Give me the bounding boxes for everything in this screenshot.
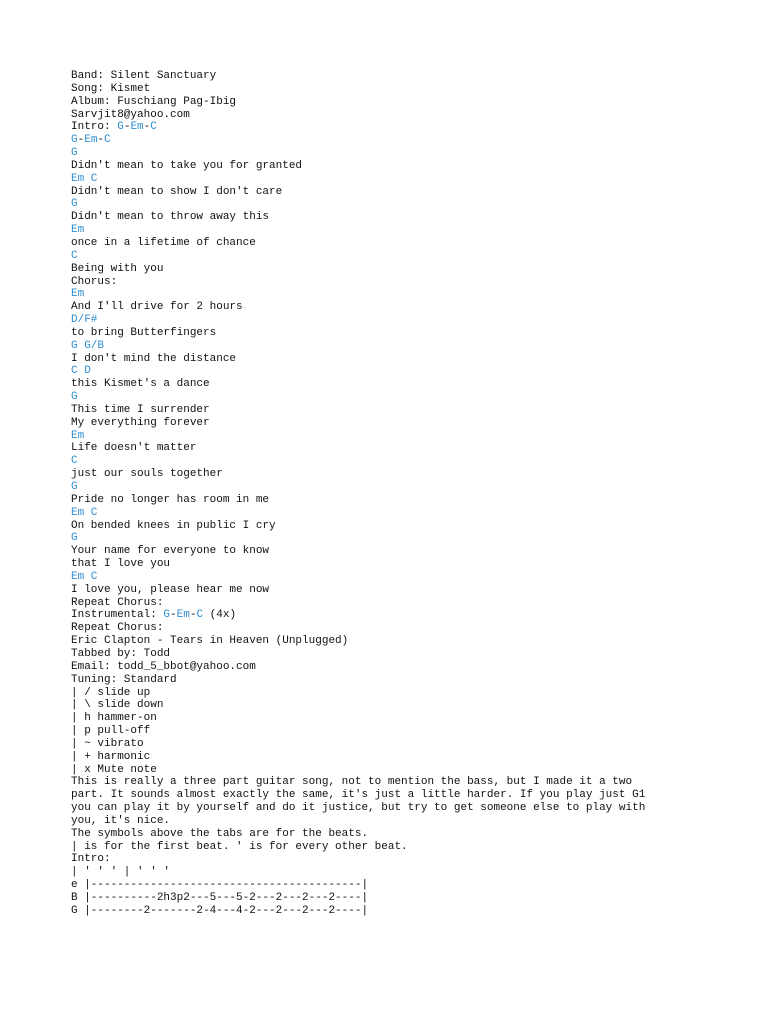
chord-label: G [71, 198, 78, 211]
chord-line [71, 147, 761, 160]
text-segment: Didn't mean to show I don't care [71, 185, 283, 198]
text-segment: The symbols above the tabs are for the beats. [71, 827, 369, 840]
lyric-line [71, 160, 761, 173]
lyric-line [71, 905, 761, 918]
chord-label: C [196, 609, 204, 622]
text-segment: Repeat Chorus: [71, 596, 164, 609]
chord-label: D/F# [71, 314, 98, 327]
lyric-line [71, 442, 761, 455]
chord-label: Em C [71, 506, 98, 519]
chord-label: G [71, 391, 78, 404]
lyric-line [71, 417, 761, 430]
lyric-line [71, 738, 761, 751]
text-segment: Being with you [71, 262, 164, 275]
text-segment: Didn't mean to take you for granted [71, 159, 303, 172]
text-segment: On bended knees in public I cry [71, 519, 276, 532]
chord-line [71, 571, 761, 584]
chord-line [71, 288, 761, 301]
text-segment: Pride no longer has room in me [71, 493, 270, 506]
lyric-line [71, 776, 761, 789]
chord-label: Em [84, 134, 98, 147]
text-segment: Instrumental: [71, 609, 164, 622]
text-segment: | + harmonic [71, 750, 151, 763]
lyric-line [71, 661, 761, 674]
lyric-line [71, 468, 761, 481]
text-segment: | p pull-off [71, 725, 151, 738]
text-segment: Intro: [71, 853, 111, 866]
chord-line [71, 198, 761, 211]
chord-label: C [71, 455, 78, 468]
lyric-line [71, 879, 761, 892]
text-segment: Didn't mean to throw away this [71, 211, 270, 224]
lyric-line [71, 276, 761, 289]
lyric-line [71, 853, 761, 866]
lyric-line [71, 802, 761, 815]
lyric-line [71, 712, 761, 725]
lyric-line [71, 815, 761, 828]
lyric-line [71, 764, 761, 777]
chord-line [71, 340, 761, 353]
text-segment: Intro: [71, 121, 118, 134]
song-document [71, 70, 761, 918]
chord-label: Em [71, 429, 85, 442]
chord-label: G [71, 134, 78, 147]
text-segment: | ' ' ' | ' ' ' [71, 866, 171, 879]
text-segment: - [97, 134, 105, 147]
text-segment: this Kismet's a dance [71, 378, 210, 391]
lyric-line [71, 622, 761, 635]
text-segment: I love you, please hear me now [71, 583, 270, 596]
text-segment: you, it's nice. [71, 814, 171, 827]
text-segment: Song: Kismet [71, 82, 151, 95]
chord-label: C [104, 134, 111, 147]
lyric-line [71, 545, 761, 558]
lyric-line [71, 327, 761, 340]
lyric-line [71, 378, 761, 391]
lyric-line [71, 558, 761, 571]
text-segment: This time I surrender [71, 403, 210, 416]
chord-label: G [71, 532, 78, 545]
lyric-line [71, 584, 761, 597]
lyric-line [71, 687, 761, 700]
chord-line [71, 365, 761, 378]
text-segment: | is for the first beat. ' is for every other beat. [71, 840, 408, 853]
chord-line [71, 250, 761, 263]
chord-label: G [163, 609, 171, 622]
lyric-line [71, 841, 761, 854]
lyric-line [71, 301, 761, 314]
text-segment: - [170, 609, 177, 622]
text-segment: - [143, 121, 151, 134]
text-segment: Album: Fuschiang Pag-Ibig [71, 95, 237, 108]
chord-line [71, 391, 761, 404]
chord-line [71, 481, 761, 494]
lyric-line [71, 83, 761, 96]
lyric-line [71, 109, 761, 122]
text-segment: Email: todd_5_bbot@yahoo.com [71, 660, 256, 673]
text-segment: Band: Silent Sanctuary [71, 70, 217, 82]
lyric-line [71, 263, 761, 276]
lyric-line [71, 211, 761, 224]
text-segment: | h hammer-on [71, 712, 157, 725]
chord-label: C [150, 121, 157, 134]
lyric-line [71, 186, 761, 199]
chord-label: C D [71, 365, 91, 378]
text-segment: Life doesn't matter [71, 442, 197, 455]
text-segment: | \ slide down [71, 699, 164, 712]
text-segment: B |----------2h3p2---5---5-2---2---2---2----| [71, 892, 369, 904]
text-segment: | x Mute note [71, 763, 157, 776]
chord-label: G [71, 481, 78, 493]
text-segment: Your name for everyone to know [71, 545, 270, 558]
chord-line [71, 224, 761, 237]
text-segment: Eric Clapton - Tears in Heaven (Unplugged) [71, 635, 349, 648]
lyric-line [71, 353, 761, 366]
lyric-line [71, 96, 761, 109]
text-segment: Chorus: [71, 275, 118, 288]
lyric-line [71, 494, 761, 507]
text-segment: Tuning: Standard [71, 673, 177, 686]
lyric-line [71, 699, 761, 712]
chord-label: G [117, 121, 124, 134]
text-segment: (4x) [203, 609, 237, 622]
chord-label: Em [130, 121, 144, 134]
chord-line [71, 532, 761, 545]
lyric-line [71, 635, 761, 648]
lyric-line [71, 828, 761, 841]
lyric-line [71, 520, 761, 533]
lyric-line [71, 866, 761, 879]
text-segment: Tabbed by: Todd [71, 647, 171, 660]
chord-label: Em C [71, 172, 98, 185]
chord-label: Em C [71, 570, 98, 583]
chord-label: Em [71, 288, 85, 301]
chord-label: C [71, 249, 78, 262]
chord-label: G [71, 147, 78, 160]
chord-label: G G/B [71, 339, 105, 352]
chord-line [71, 314, 761, 327]
chord-line [71, 455, 761, 468]
lyric-line [71, 597, 761, 610]
lyric-line [71, 751, 761, 764]
text-segment: And I'll drive for 2 hours [71, 301, 243, 314]
lyric-line [71, 404, 761, 417]
text-segment: e |-----------------------------------------| [71, 879, 369, 892]
text-segment: once in a lifetime of chance [71, 236, 256, 249]
text-segment: Sarvjit8@yahoo.com [71, 108, 190, 121]
chord-line [71, 507, 761, 520]
text-segment: just our souls together [71, 468, 223, 481]
text-segment: | ~ vibrato [71, 737, 144, 750]
lyric-line [71, 609, 761, 622]
text-segment: G |--------2-------2-4---4-2---2---2---2----| [71, 904, 369, 917]
text-segment: Repeat Chorus: [71, 622, 164, 635]
lyric-line [71, 789, 761, 802]
lyric-line [71, 648, 761, 661]
text-segment: - [123, 121, 131, 134]
text-segment: This is really a three part guitar song, not to mention the bass, but I made it a two [71, 776, 633, 789]
lyric-line [71, 237, 761, 250]
text-segment: to bring Butterfingers [71, 326, 217, 339]
text-segment: part. It sounds almost exactly the same, it's just a little harder. If you play just G1 [71, 789, 646, 802]
chord-line [71, 173, 761, 186]
text-segment: - [189, 609, 197, 622]
text-segment: that I love you [71, 558, 171, 571]
text-segment: My everything forever [71, 416, 210, 429]
text-segment: you can play it by yourself and do it justice, but try to get someone else to play with [71, 802, 646, 815]
text-segment: I don't mind the distance [71, 352, 237, 365]
lyric-line [71, 121, 761, 134]
chord-label: Em [71, 224, 85, 237]
lyric-line [71, 674, 761, 687]
lyric-line [71, 725, 761, 738]
lyric-line [71, 134, 761, 147]
lyric-line [71, 70, 761, 83]
text-segment: | / slide up [71, 686, 151, 699]
chord-label: Em [176, 609, 190, 622]
chord-line [71, 430, 761, 443]
lyric-line [71, 892, 761, 905]
text-segment: - [77, 134, 85, 147]
